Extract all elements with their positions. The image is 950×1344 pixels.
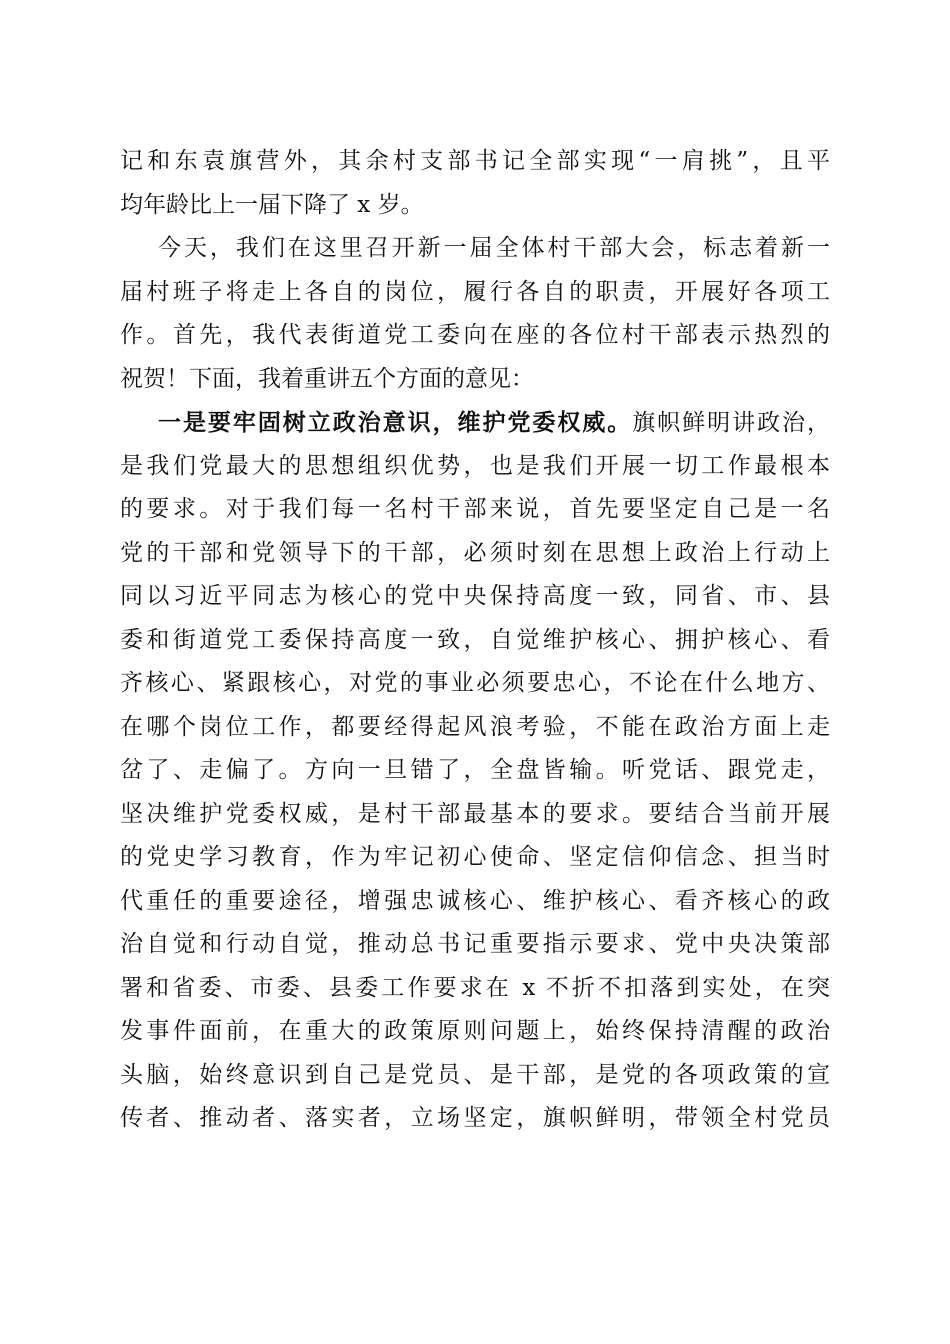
text-line: 代重任的重要途径，增强忠诚核心、维护核心、看齐核心的政 (120, 887, 830, 914)
text-line: 的党史学习教育，作为牢记初心使命、坚定信仰信念、担当时 (120, 844, 830, 870)
text-line: 同以习近平同志为核心的党中央保持高度一致，同省、市、县 (120, 583, 830, 609)
text-line: 治自觉和行动自觉，推动总书记重要指示要求、党中央决策部 (120, 931, 830, 957)
text-line: 在哪个岗位工作，都要经得起风浪考验，不能在政治方面上走 (120, 713, 830, 740)
text-line: 党的干部和党领导下的干部，必须时刻在思想上政治上行动上 (120, 539, 830, 566)
text-line: 祝贺！下面，我着重讲五个方面的意见： (120, 365, 534, 392)
text-line: 是我们党最大的思想组织优势，也是我们开展一切工作最根本 (120, 452, 830, 479)
text-line: 坚决维护党委权威，是村干部最基本的要求。要结合当前开展 (120, 800, 830, 827)
paragraph-lead-line (120, 401, 830, 445)
lead-continuation: 旗帜鲜明讲政治， (632, 410, 831, 436)
text-line: 齐核心、紧跟核心，对党的事业必须要忠心，不论在什么地方、 (120, 670, 830, 696)
bold-lead-heading: 一是要牢固树立政治意识，维护党委权威。 (158, 409, 633, 436)
text-line: 届村班子将走上各自的岗位，履行各自的职责，开展好各项工 (120, 278, 830, 305)
text-line: 委和街道党工委保持高度一致，自觉维护核心、拥护核心、看 (120, 626, 830, 653)
text-line: 今天，我们在这里召开新一届全体村干部大会，标志着新一 (158, 235, 830, 261)
document-body (120, 140, 830, 1141)
text-line: 的要求。对于我们每一名村干部来说，首先要坚定自己是一名 (120, 496, 830, 522)
text-line: 记和东袁旗营外，其余村支部书记全部实现“一肩挑”，且平 (120, 148, 830, 174)
text-line: 头脑，始终意识到自己是党员、是干部，是党的各项政策的宣 (120, 1061, 830, 1088)
text-line: 传者、推动者、落实者，立场坚定，旗帜鲜明，带领全村党员 (120, 1105, 830, 1131)
text-line: 作。首先，我代表街道党工委向在座的各位村干部表示热烈的 (120, 322, 830, 348)
text-line: 岔了、走偏了。方向一旦错了，全盘皆输。听党话、跟党走， (120, 757, 830, 783)
text-line: 均年龄比上一届下降了 x 岁。 (120, 191, 424, 218)
text-line: 署和省委、市委、县委工作要求在 x 不折不扣落到实处，在突 (120, 974, 830, 1001)
text-line: 发事件面前，在重大的政策原则问题上，始终保持清醒的政治 (120, 1018, 830, 1044)
